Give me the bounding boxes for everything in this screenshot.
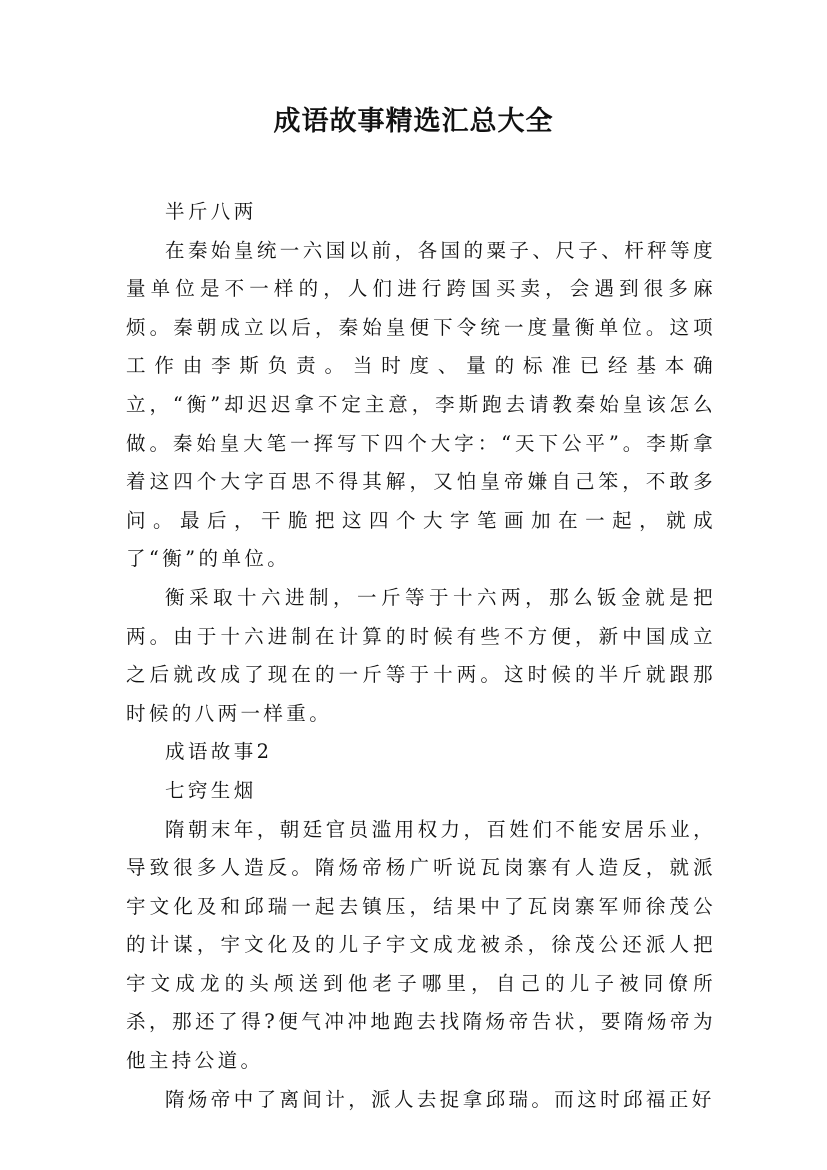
section-heading-story-2: 成语故事2 — [165, 740, 273, 764]
section-heading-banjin-baliang: 半斤八两 — [165, 200, 257, 223]
body-paragraph: 在秦始皇统一六国以前，各国的粟子、尺子、杆秤等度量单位是不一样的，人们进行跨国买卖，会遇到很多麻烦。秦朝成立以后，秦始皇便下令统一度量衡单位。这项工作由李斯负责。当时度、量的标准已经基本确立，“衡”却迟迟拿不定主意，李斯跑去请教秦始皇该怎么做。秦始皇大笔一挥写下四个大字：“天下公平”。李斯拿着这四个大字百思不得其解，又怕皇帝嫌自己笨，不敢多问。最后，干脆把这四个大字笔画加在一起，就成了“衡”的单位。 — [126, 238, 716, 571]
body-paragraph: 隋朝末年，朝廷官员滥用权力，百姓们不能安居乐业，导致很多人造反。隋炀帝杨广听说瓦岗寨有人造反，就派宇文化及和邱瑞一起去镇压，结果中了瓦岗寨军师徐茂公的计谋，宇文化及的儿子宇文成龙被杀，徐茂公还派人把宇文成龙的头颅送到他老子哪里，自己的儿子被同僚所杀，那还了得?便气冲冲地跑去找隋炀帝告状，要隋炀帝为他主持公道。 — [126, 817, 716, 1073]
document-title: 成语故事精选汇总大全 — [273, 106, 554, 137]
document-body — [126, 193, 716, 1119]
body-paragraph: 衡采取十六进制，一斤等于十六两，那么钣金就是把两。由于十六进制在计算的时候有些不方便，新中国成立之后就改成了现在的一斤等于十两。这时候的半斤就跟那时候的八两一样重。 — [126, 585, 716, 725]
section-heading-qiqiao-shengyan: 七窍生烟 — [165, 778, 257, 802]
body-paragraph: 隋炀帝中了离间计，派人去捉拿邱瑞。而这时邱福正好 — [165, 1087, 715, 1111]
